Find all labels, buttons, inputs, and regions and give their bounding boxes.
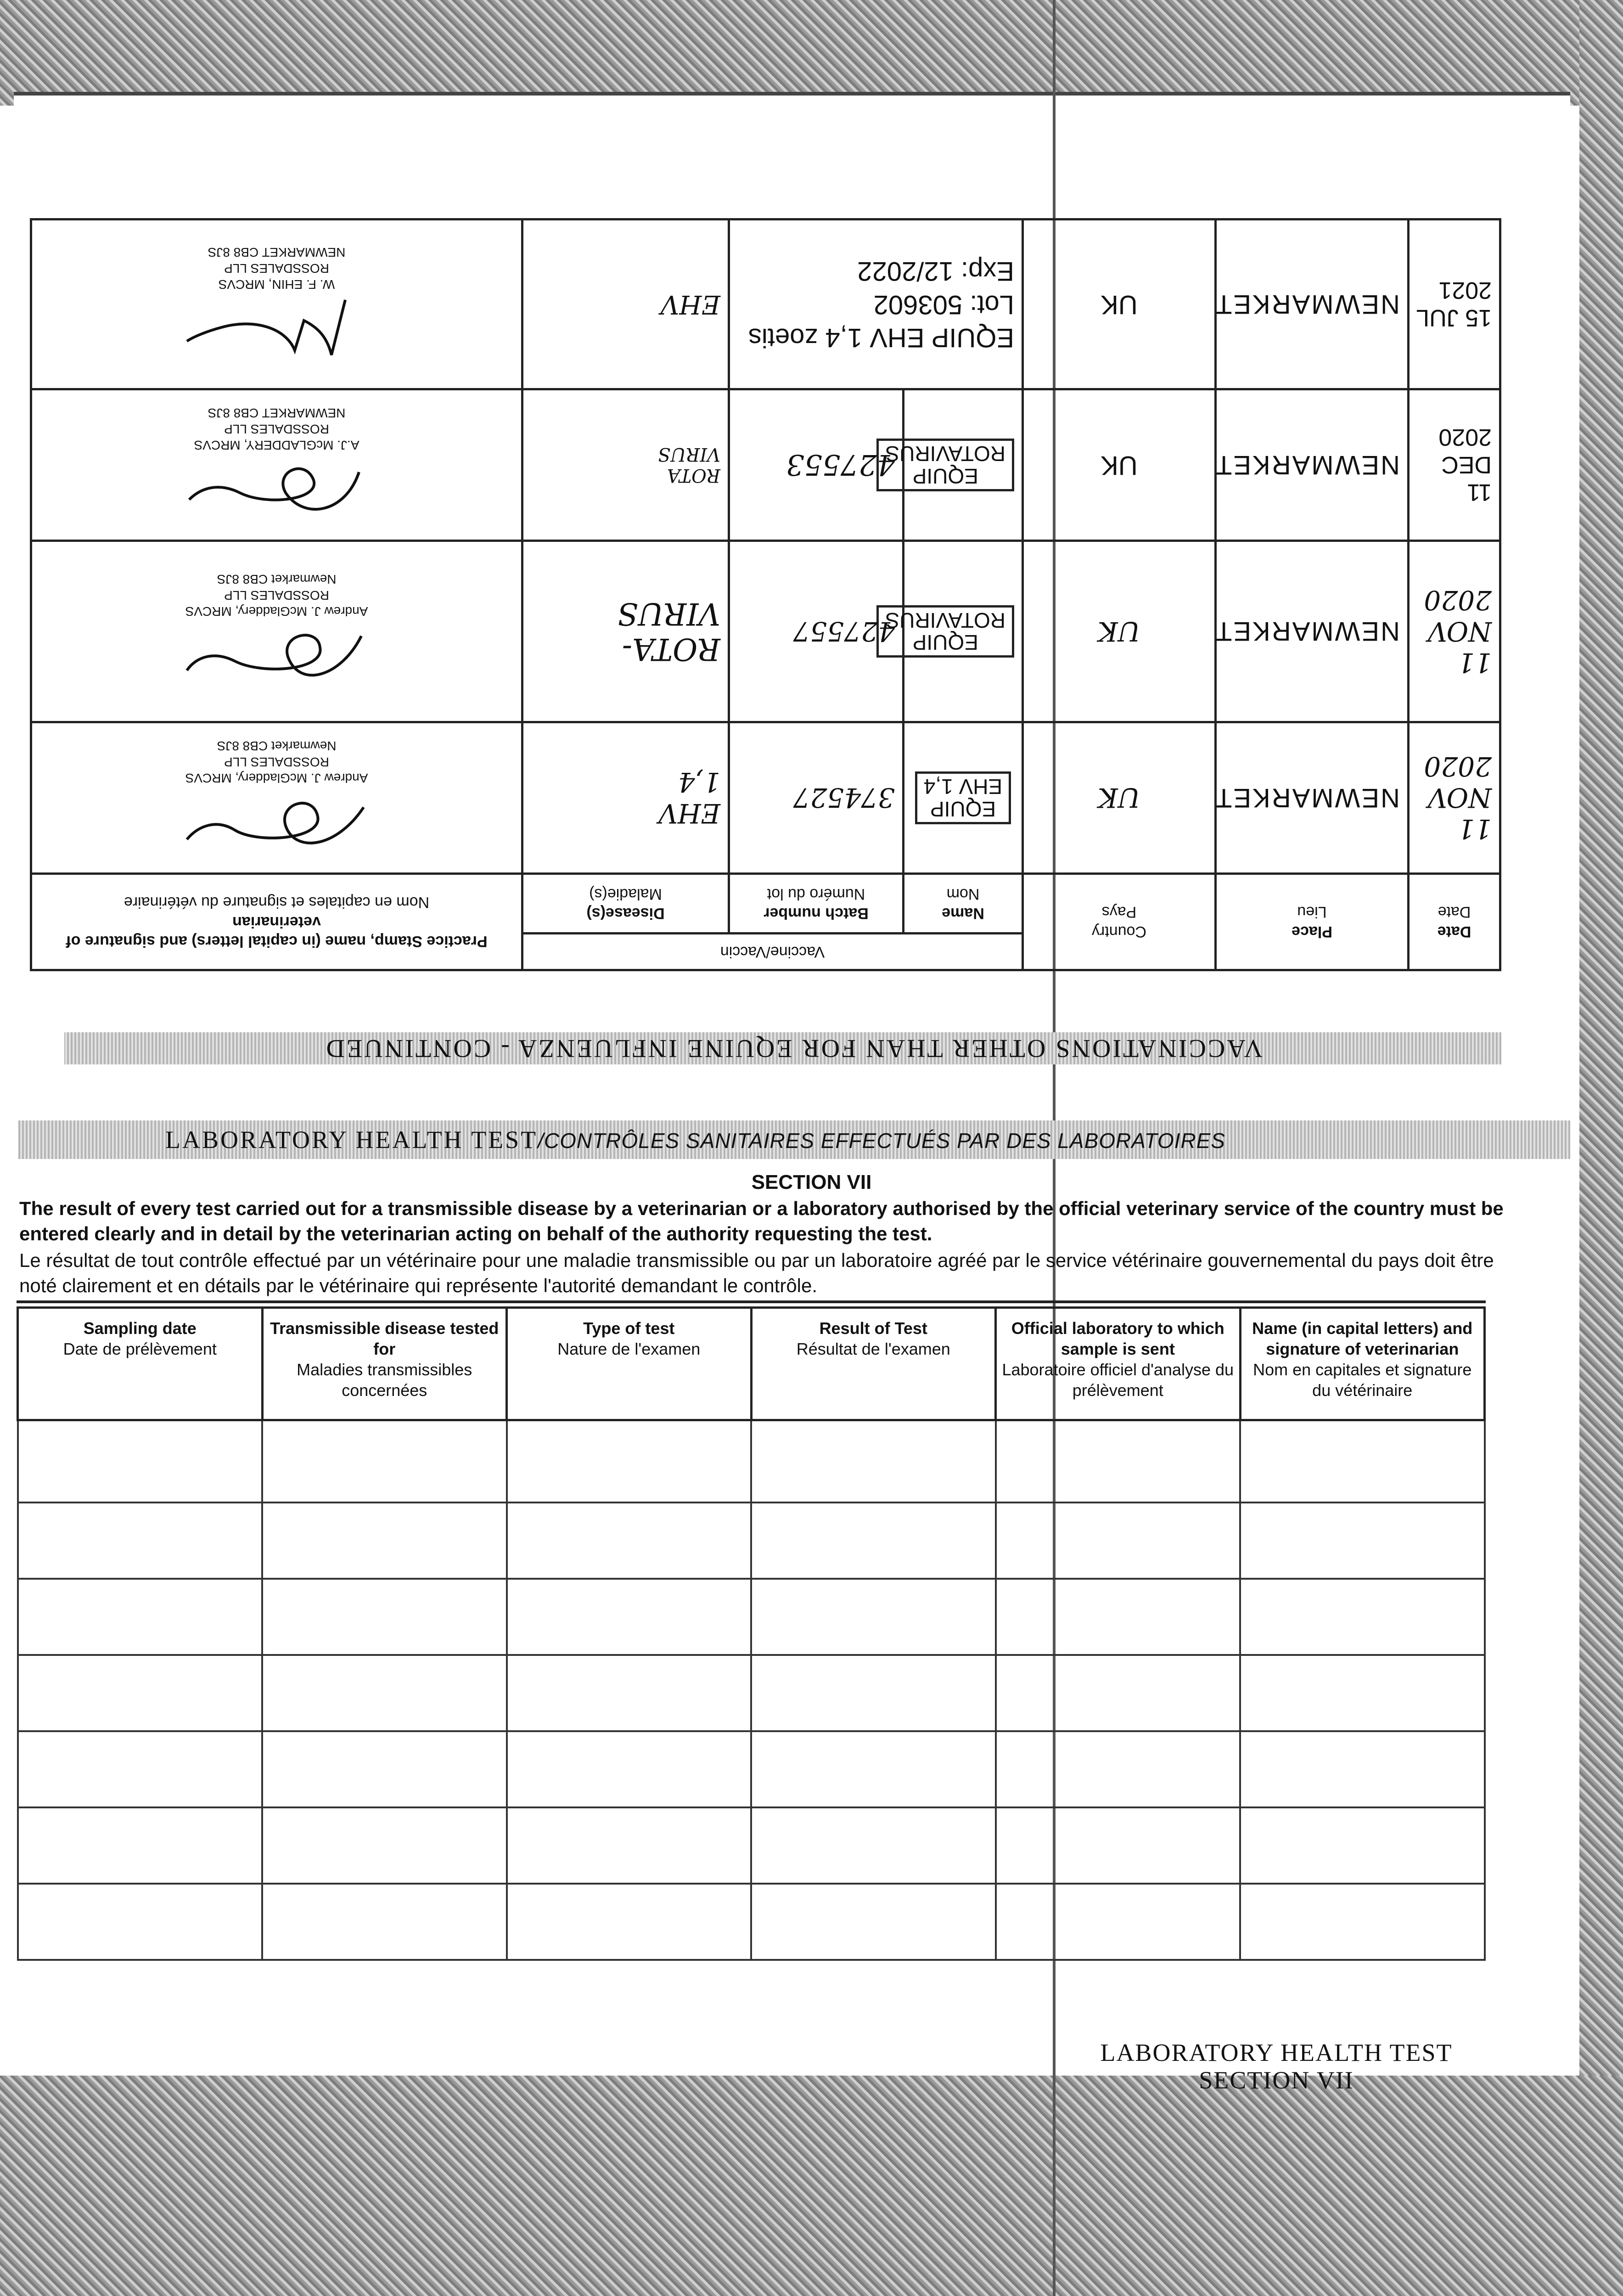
lab-empty-row: [18, 1420, 1485, 1503]
section-intro-fr: Le résultat de tout contrôle effectué par un vétérinaire pour une maladie transmissible ou par un laboratoire agréé par le service vétérinaire gouvernemental du pays doit être noté clairement et en détails par le vétérinaire qui représente l'autorité demandant le contrôle.: [19, 1249, 1494, 1296]
laboratory-banner-en: LABORATORY HEALTH TEST: [165, 1126, 538, 1154]
lab-cell[interactable]: [507, 1579, 752, 1655]
lab-header-row: [18, 1308, 1485, 1420]
header-type-of-test: Type of test Nature de l'examen: [507, 1308, 752, 1420]
header-result-of-test: Result of Test Résultat de l'examen: [751, 1308, 996, 1420]
vaccine-name-stamp: [904, 722, 1023, 874]
handwritten-signature: [180, 623, 373, 692]
vaccination-date: 11 DEC 2020: [1409, 389, 1500, 541]
lab-empty-row: [18, 1884, 1485, 1960]
header-vaccine-name: Name Nom: [904, 874, 1023, 934]
footer-caption: [1065, 2039, 1488, 2094]
lab-cell[interactable]: [262, 1503, 507, 1579]
footer-line2: SECTION VII: [1199, 2066, 1354, 2094]
lab-cell[interactable]: [1240, 1503, 1485, 1579]
vaccination-place: NEWMARKET: [1216, 541, 1409, 722]
lab-empty-row: [18, 1655, 1485, 1731]
lab-cell[interactable]: [262, 1884, 507, 1960]
handwritten-signature: [180, 789, 373, 858]
vaccination-country: UK: [1023, 541, 1216, 722]
section-rule: [17, 1300, 1486, 1303]
lab-cell[interactable]: [751, 1655, 996, 1731]
vet-stamp-signature: [31, 219, 522, 389]
lab-cell[interactable]: [507, 1503, 752, 1579]
lab-cell[interactable]: [18, 1655, 263, 1731]
vet-stamp: Andrew J. McGladdery, MRCVS ROSSDALES LLP Newmarket CB8 8JS: [185, 739, 368, 785]
header-disease: Disease(s) Maladie(s): [522, 874, 729, 934]
header-country: Country Pays: [1023, 874, 1216, 970]
lab-cell[interactable]: [18, 1884, 263, 1960]
lab-cell[interactable]: [262, 1807, 507, 1884]
scan-border-top: [0, 0, 1623, 106]
vaccination-date: 15 JUL 2021: [1409, 219, 1500, 389]
lab-cell[interactable]: [996, 1655, 1241, 1731]
header-vet: Practice Stamp, name (in capital letters) and signature of veterinarian Nom en capitales et signature du vétérinaire: [31, 874, 522, 970]
vaccination-place: NEWMARKET: [1216, 389, 1409, 541]
vaccine-batch-number: 427553: [729, 389, 904, 541]
lab-cell[interactable]: [751, 1579, 996, 1655]
vaccination-row: [31, 219, 1500, 389]
vaccination-country: UK: [1023, 389, 1216, 541]
lab-cell[interactable]: [262, 1420, 507, 1503]
vaccine-batch-number: 427557: [729, 541, 904, 722]
lab-cell[interactable]: [18, 1420, 263, 1503]
vaccination-table: [32, 218, 1501, 971]
lab-cell[interactable]: [18, 1807, 263, 1884]
lab-cell[interactable]: [1240, 1579, 1485, 1655]
header-vet-name-signature: Name (in capital letters) and signature of veterinarian Nom en capitales et signature du vétérinaire: [1240, 1308, 1485, 1420]
vaccination-header-row: [31, 934, 1500, 970]
vet-stamp-signature: [31, 722, 522, 874]
section-intro-en: The result of every test carried out for a transmissible disease by a veterinarian or a laboratory authorised by the official veterinary service of the country must be entered clearly and in detail by the veterinarian acting on behalf of the authority requesting the test.: [19, 1198, 1504, 1244]
lab-cell[interactable]: [18, 1503, 263, 1579]
vaccine-label-print: EQUIP EHV 1,4 zoetis Lot: 503602 Exp: 12/2022: [729, 219, 1023, 389]
lab-cell[interactable]: [507, 1420, 752, 1503]
vaccination-place: NEWMARKET: [1216, 722, 1409, 874]
lab-cell[interactable]: [751, 1884, 996, 1960]
vaccination-row: [31, 389, 1500, 541]
vaccination-country: UK: [1023, 219, 1216, 389]
lab-cell[interactable]: [18, 1579, 263, 1655]
lab-cell[interactable]: [1240, 1731, 1485, 1807]
lab-cell[interactable]: [507, 1655, 752, 1731]
lab-cell[interactable]: [507, 1731, 752, 1807]
header-disease-tested: Transmissible disease tested for Maladies transmissibles concernées: [262, 1308, 507, 1420]
vaccine-batch-number: 374527: [729, 722, 904, 874]
lab-cell[interactable]: [751, 1807, 996, 1884]
lab-cell[interactable]: [262, 1655, 507, 1731]
lab-cell[interactable]: [996, 1807, 1241, 1884]
lab-cell[interactable]: [996, 1420, 1241, 1503]
vaccine-name-stamp: [885, 541, 1023, 722]
header-date: Date Date: [1409, 874, 1500, 970]
vaccinations-continued-banner: [64, 1032, 1501, 1064]
lab-cell[interactable]: [996, 1579, 1241, 1655]
vet-stamp: A.J. McGLADDERY, MRCVS ROSSDALES LLP NEWMARKET CB8 8JS: [194, 406, 359, 452]
lab-cell[interactable]: [507, 1884, 752, 1960]
lab-cell[interactable]: [1240, 1655, 1485, 1731]
lab-empty-row: [18, 1807, 1485, 1884]
vet-stamp: Andrew J. McGladdery, MRCVS ROSSDALES LLP Newmarket CB8 8JS: [185, 572, 368, 619]
lab-cell[interactable]: [262, 1731, 507, 1807]
lab-cell[interactable]: [507, 1807, 752, 1884]
laboratory-test-table: [17, 1306, 1486, 1961]
vet-stamp-signature: [31, 389, 522, 541]
vaccination-row: [31, 722, 1500, 874]
vaccinations-continued-title: VACCINATIONS OTHER THAN FOR EQUINE INFLUENZA - CONTINUED: [324, 1034, 1263, 1063]
lab-cell[interactable]: [1240, 1884, 1485, 1960]
lab-cell[interactable]: [18, 1731, 263, 1807]
vaccination-date: 11 NOV 2020: [1409, 722, 1500, 874]
section-title: SECTION VII: [751, 1171, 872, 1193]
lab-cell[interactable]: [262, 1579, 507, 1655]
handwritten-signature: [180, 456, 373, 525]
lab-empty-row: [18, 1503, 1485, 1579]
vaccine-disease: ROTA VIRUS: [522, 389, 729, 541]
header-vaccine-group: Vaccine/Vaccin: [522, 934, 1023, 970]
footer-line1: LABORATORY HEALTH TEST: [1100, 2039, 1453, 2066]
scan-border-bottom: [0, 2076, 1623, 2296]
vet-stamp-signature: [31, 541, 522, 722]
vaccination-country: UK: [1023, 722, 1216, 874]
lab-empty-row: [18, 1731, 1485, 1807]
lab-empty-row: [18, 1579, 1485, 1655]
vaccination-place: NEWMARKET: [1216, 219, 1409, 389]
lab-cell[interactable]: [751, 1503, 996, 1579]
laboratory-banner: [18, 1120, 1570, 1159]
vaccine-stamp: EQUIP EHV 1,4: [915, 771, 1011, 824]
page-sheet-top: [14, 92, 1570, 119]
header-official-laboratory: Official laboratory to which sample is sent Laboratoire officiel d'analyse du prélèvement: [996, 1308, 1241, 1420]
lab-cell[interactable]: [996, 1731, 1241, 1807]
vet-stamp: W. F. EHIN, MRCVS ROSSDALES LLP NEWMARKET CB8 8JS: [208, 245, 346, 292]
header-batch-number: Batch number Numéro du lot: [729, 874, 904, 934]
header-sampling-date: Sampling date Date de prélèvement: [18, 1308, 263, 1420]
lab-cell[interactable]: [996, 1884, 1241, 1960]
lab-cell[interactable]: [996, 1503, 1241, 1579]
handwritten-signature: [180, 295, 373, 364]
header-place: Place Lieu: [1216, 874, 1409, 970]
lab-cell[interactable]: [1240, 1420, 1485, 1503]
vaccine-stamp: EQUIP ROTAVIRUS: [876, 605, 1014, 658]
scan-border-right: [1579, 0, 1623, 2296]
vaccine-name-stamp: [885, 389, 1023, 541]
vaccine-disease: ROTA- VIRUS: [522, 541, 729, 722]
vaccine-disease: EHV 1,4: [522, 722, 729, 874]
vaccine-stamp: EQUIP ROTAVIRUS: [876, 439, 1014, 491]
lab-cell[interactable]: [1240, 1807, 1485, 1884]
vaccination-date: 11 NOV 2020: [1409, 541, 1500, 722]
lab-cell[interactable]: [751, 1731, 996, 1807]
lab-cell[interactable]: [751, 1420, 996, 1503]
vaccine-disease: EHV: [522, 219, 729, 389]
vaccination-row: [31, 541, 1500, 722]
laboratory-banner-fr: /CONTRÔLES SANITAIRES EFFECTUÉS PAR DES LABORATOIRES: [538, 1129, 1225, 1153]
